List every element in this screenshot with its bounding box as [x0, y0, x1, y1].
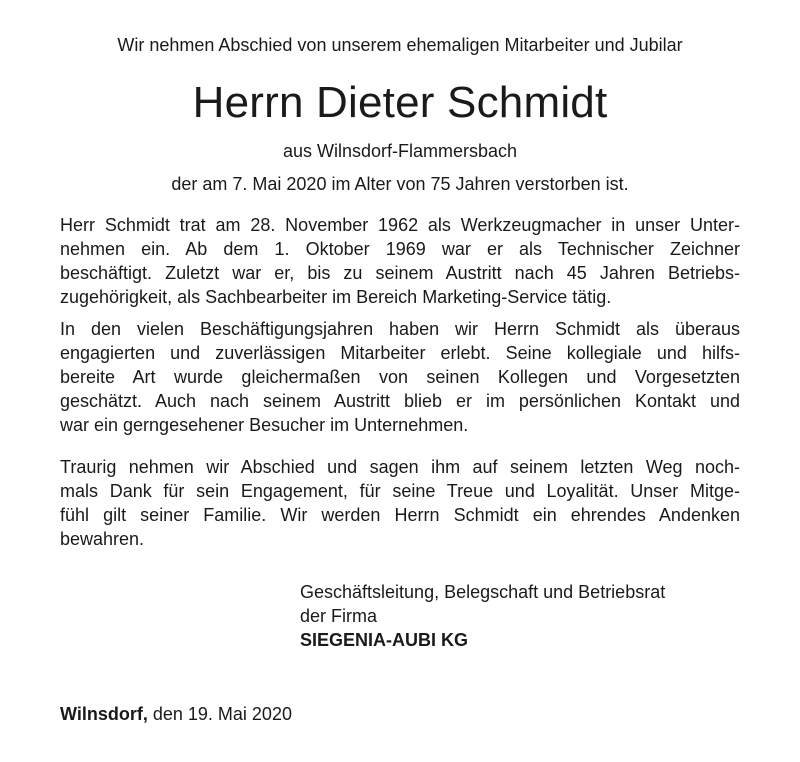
signature-line: der Firma [300, 606, 378, 626]
text-line: fühl gilt seiner Familie. Wir werden Herrn Schmidt ein ehrendes Andenken [60, 505, 740, 525]
intro-line: Wir nehmen Abschied von unserem ehemaligen Mitarbeiter und Jubilar [117, 35, 683, 55]
text-line: geschätzt. Auch nach seinem Austritt blieb er im persönlichen Kontakt und [60, 391, 740, 411]
deceased-name: Herrn Dieter Schmidt [192, 78, 608, 127]
career-paragraph [60, 213, 740, 309]
signature-line: Geschäftsleitung, Belegschaft und Betriebsrat [300, 582, 666, 602]
signature-block [300, 580, 665, 652]
text-line: Herr Schmidt trat am 28. November 1962 als Werkzeugmacher in unser Unter- [60, 215, 740, 235]
dateline-date: den 19. Mai 2020 [152, 704, 292, 724]
text-line: war ein gerngesehener Besucher im Unternehmen. [60, 415, 469, 435]
tribute-paragraph [60, 317, 740, 437]
text-line: zugehörigkeit, als Sachbearbeiter im Bereich Marketing-Service tätig. [60, 287, 612, 307]
text-line: mals Dank für sein Engagement, für seine Treue und Loyalität. Unser Mitge- [60, 481, 740, 501]
text-line: beschäftigt. Zuletzt war er, bis zu seinem Austritt nach 45 Jahren Betriebs- [60, 263, 740, 283]
text-line: Traurig nehmen wir Abschied und sagen ihm auf seinem letzten Weg noch- [60, 457, 740, 477]
text-line: bereite Art wurde gleichermaßen von seinen Kollegen und Vorgesetzten [60, 367, 740, 387]
dateline-place: Wilnsdorf, [60, 704, 148, 724]
text-line: nehmen ein. Ab dem 1. Oktober 1969 war er als Technischer Zeichner [60, 239, 740, 259]
text-line: engagierten und zuverlässigen Mitarbeiter erlebt. Seine kollegiale und hilfs- [60, 343, 740, 363]
text-line: In den vielen Beschäftigungsjahren haben wir Herrn Schmidt als überaus [60, 319, 740, 339]
farewell-paragraph [60, 455, 740, 551]
text-line: bewahren. [60, 529, 145, 549]
company-name: SIEGENIA-AUBI KG [300, 630, 469, 650]
dateline [60, 702, 292, 726]
death-notice-line: der am 7. Mai 2020 im Alter von 75 Jahren verstorben ist. [171, 174, 629, 194]
origin-line: aus Wilnsdorf-Flammersbach [282, 141, 518, 161]
